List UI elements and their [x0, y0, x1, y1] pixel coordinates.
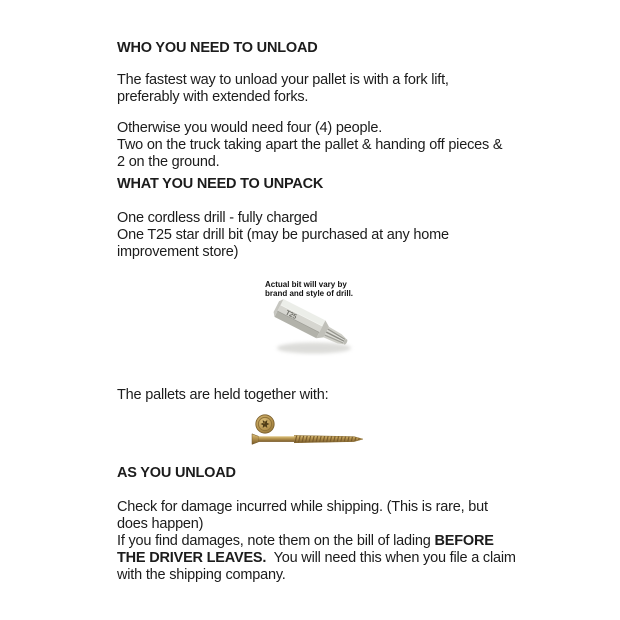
paragraph-damage-check [117, 499, 516, 584]
text-line: improvement store) [117, 244, 239, 260]
heading-what-you-need-to-unpack: WHAT YOU NEED TO UNPACK [117, 176, 324, 192]
text-line: Check for damage incurred while shipping. (This is rare, but [117, 499, 488, 515]
screw-head-side-view [252, 434, 259, 445]
heading-as-you-unload: AS YOU UNLOAD [117, 465, 236, 481]
paragraph-pallets-held: The pallets are held together with: [117, 387, 329, 403]
text-line: One T25 star drill bit (may be purchased at any home [117, 227, 449, 243]
t25-drill-bit-image [262, 294, 367, 360]
text-line: Two on the truck taking apart the pallet & handing off pieces & [117, 137, 503, 153]
text-line: Otherwise you would need four (4) people. [117, 120, 383, 136]
text-line: The fastest way to unload your pallet is with a fork lift, [117, 72, 449, 88]
text-line: brand and style of drill. [265, 288, 354, 298]
text-line: 2 on the ground. [117, 154, 220, 170]
text-line: Actual bit will vary by [265, 280, 347, 289]
pallet-screw-image [246, 410, 381, 450]
text-line: If you find damages, note them on the bill of lading BEFORE [117, 533, 494, 549]
text-line: THE DRIVER LEAVES. You will need this when you file a claim [117, 550, 516, 566]
bit-shadow [277, 343, 351, 354]
text-line: One cordless drill - fully charged [117, 210, 318, 226]
text-line: with the shipping company. [117, 567, 286, 583]
paragraph-forklift [117, 72, 449, 106]
text-line: does happen) [117, 516, 204, 532]
text-line: preferably with extended forks. [117, 89, 309, 105]
paragraph-tools [117, 210, 449, 261]
bit-stamp-text: T25 [284, 309, 298, 321]
heading-who-you-need-to-unload: WHO YOU NEED TO UNLOAD [117, 40, 318, 56]
paragraph-four-people [117, 120, 502, 171]
screw-shank [259, 436, 295, 442]
